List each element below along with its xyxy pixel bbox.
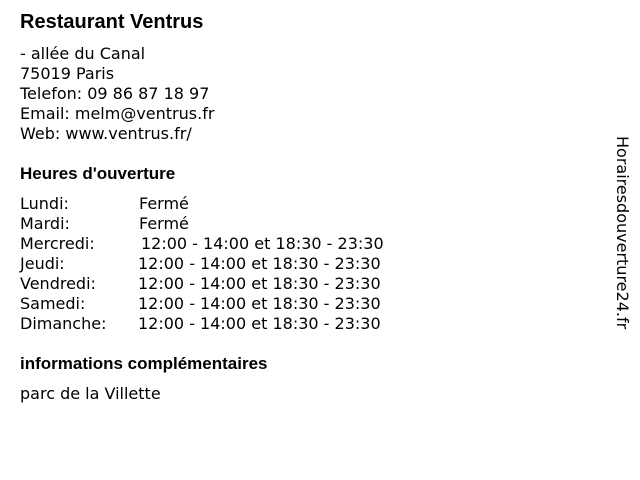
info-heading: informations complémentaires [20, 354, 268, 373]
day-label: Vendredi: [20, 274, 96, 293]
day-label: Mercredi: [20, 234, 95, 253]
info-text: parc de la Villette [20, 384, 161, 403]
restaurant-name: Restaurant Ventrus [20, 11, 204, 33]
hours-heading: Heures d'ouverture [20, 164, 176, 183]
day-label: Lundi: [20, 194, 69, 213]
day-hours: 12:00 - 14:00 et 18:30 - 23:30 [138, 294, 381, 313]
day-hours: 12:00 - 14:00 et 18:30 - 23:30 [138, 314, 381, 333]
address-street: - allée du Canal [20, 44, 146, 63]
day-label: Jeudi: [20, 254, 65, 273]
day-hours: 12:00 - 14:00 et 18:30 - 23:30 [138, 254, 381, 273]
web-line: Web: www.ventrus.fr/ [20, 124, 192, 143]
day-hours: Fermé [139, 214, 189, 233]
address-city: 75019 Paris [20, 64, 115, 83]
contact-block [20, 44, 214, 144]
day-hours: 12:00 - 14:00 et 18:30 - 23:30 [141, 234, 384, 253]
day-hours: Fermé [139, 194, 189, 213]
day-label: Mardi: [20, 214, 70, 233]
day-hours: 12:00 - 14:00 et 18:30 - 23:30 [138, 274, 381, 293]
side-brand-watermark: Horairesdouverture24.fr [613, 136, 632, 330]
day-label: Samedi: [20, 294, 86, 313]
email-line: Email: melm@ventrus.fr [20, 104, 215, 123]
day-label: Dimanche: [20, 314, 107, 333]
phone-line: Telefon: 09 86 87 18 97 [20, 84, 210, 103]
